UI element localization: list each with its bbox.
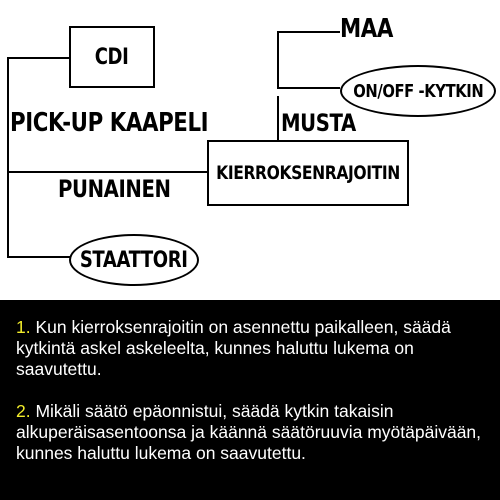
instruction-2-number: 2. bbox=[16, 401, 31, 421]
instruction-1-text: Kun kierroksenrajoitin on asennettu paikalleen, säädä kytkintä askel askeleelta, kunnes haluttu lukema on saavutettu. bbox=[16, 317, 451, 379]
switch-oval bbox=[340, 65, 496, 117]
stator-label: STAATTORI bbox=[80, 247, 188, 273]
ground-label: MAA bbox=[340, 14, 393, 44]
cdi-box bbox=[69, 26, 155, 88]
red-wire-label: PUNAINEN bbox=[58, 175, 171, 203]
pickup-cable-label: PICK-UP KAAPELI bbox=[10, 108, 209, 138]
instructions-panel bbox=[0, 300, 500, 500]
pickup-wire bbox=[8, 58, 70, 257]
black-wire-label: MUSTA bbox=[281, 109, 356, 137]
ground-wire bbox=[278, 32, 340, 88]
limiter-box bbox=[207, 140, 409, 206]
instruction-2-text: Mikäli säätö epäonnistui, säädä kytkin takaisin alkuperäisasentoonsa ja käännä säätöruuvia myötäpäivään, kunnes haluttu lukema on saavutettu. bbox=[16, 401, 482, 463]
instruction-1 bbox=[16, 317, 484, 380]
limiter-label: KIERROKSENRAJOITIN bbox=[216, 162, 400, 184]
cdi-label: CDI bbox=[95, 44, 129, 70]
instruction-1-number: 1. bbox=[16, 317, 31, 337]
instruction-2 bbox=[16, 401, 484, 464]
stator-oval bbox=[69, 234, 199, 286]
switch-label: ON/OFF -KYTKIN bbox=[353, 80, 484, 102]
